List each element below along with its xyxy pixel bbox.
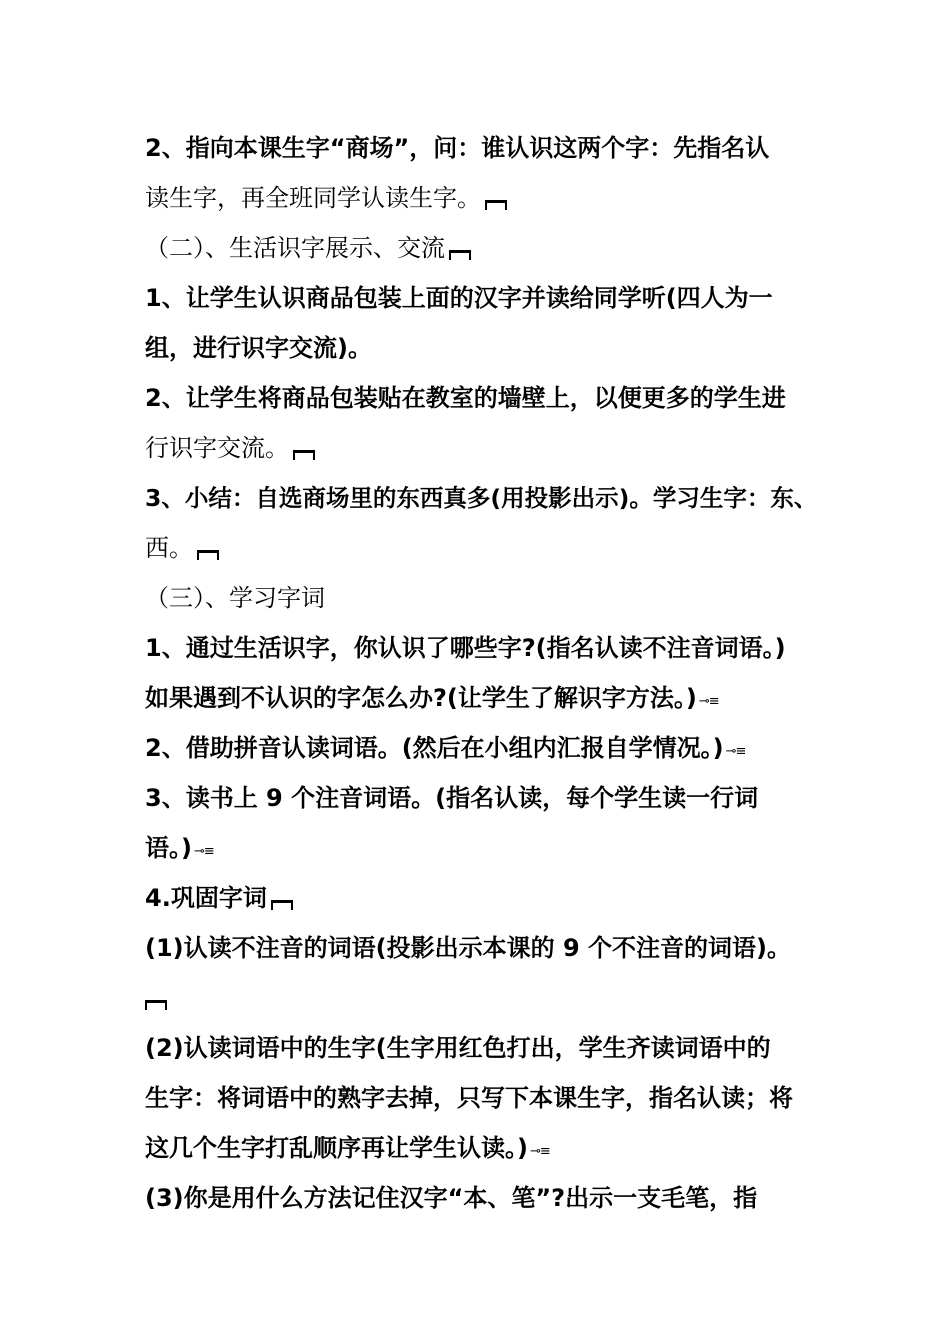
paragraph-mark-icon (449, 250, 471, 260)
text-line: 如果遇到不认识的字怎么办?(让学生了解识字方法。) ⊸≡ (145, 682, 719, 718)
text-line: 组，进行识字交流)。 (145, 334, 372, 362)
text-line: 2、让学生将商品包装贴在教室的墙壁上，以便更多的学生进 (145, 384, 786, 412)
text-line: 语。) ⊸≡ (145, 832, 214, 868)
text-line: 读生字，再全班同学认读生字。 (145, 182, 507, 214)
text-line: 4.巩固字词 (145, 882, 293, 914)
text-line: (3)你是用什么方法记住汉字“本、笔”?出示一支毛笔，指 (145, 1184, 758, 1212)
paragraph-mark-icon (197, 550, 219, 560)
text-line: 2、指向本课生字“商场”，问：谁认识这两个字：先指名认 (145, 134, 770, 162)
text-line: 1、让学生认识商品包装上面的汉字并读给同学听(四人为一 (145, 284, 773, 312)
text-line: 1、通过生活识字，你认识了哪些字?(指名认读不注音词语。) (145, 634, 786, 662)
paragraph-mark-icon (485, 200, 507, 210)
paragraph-mark-icon (271, 900, 293, 910)
text-line: 3、读书上 9 个注音词语。(指名认读，每个学生读一行词 (145, 784, 759, 812)
text-line: 这几个生字打乱顺序再让学生认读。) ⊸≡ (145, 1132, 550, 1168)
text-line: 生字：将词语中的熟字去掉，只写下本课生字，指名认读；将 (145, 1084, 793, 1112)
section-heading: （二）、生活识字展示、交流 (145, 232, 471, 264)
paragraph-mark-icon (145, 1000, 167, 1010)
text-line: 3、小结：自选商场里的东西真多(用投影出示)。学习生字：东、 (145, 484, 818, 512)
text-line: 行识字交流。 (145, 432, 315, 464)
text-line: (1)认读不注音的词语(投影出示本课的 9 个不注音的词语)。 (145, 934, 791, 962)
paragraph-mark-icon: ⊸≡ (725, 744, 746, 759)
text-line (145, 982, 167, 1014)
paragraph-mark-icon: ⊸≡ (529, 1144, 550, 1159)
section-heading: （三）、学习字词 (145, 584, 325, 612)
paragraph-mark-icon (293, 450, 315, 460)
text-line: (2)认读词语中的生字(生字用红色打出，学生齐读词语中的 (145, 1034, 771, 1062)
text-line: 2、借助拼音认读词语。(然后在小组内汇报自学情况。) ⊸≡ (145, 732, 745, 768)
paragraph-mark-icon: ⊸≡ (193, 844, 214, 859)
paragraph-mark-icon: ⊸≡ (698, 694, 719, 709)
text-line: 西。 (145, 532, 219, 564)
